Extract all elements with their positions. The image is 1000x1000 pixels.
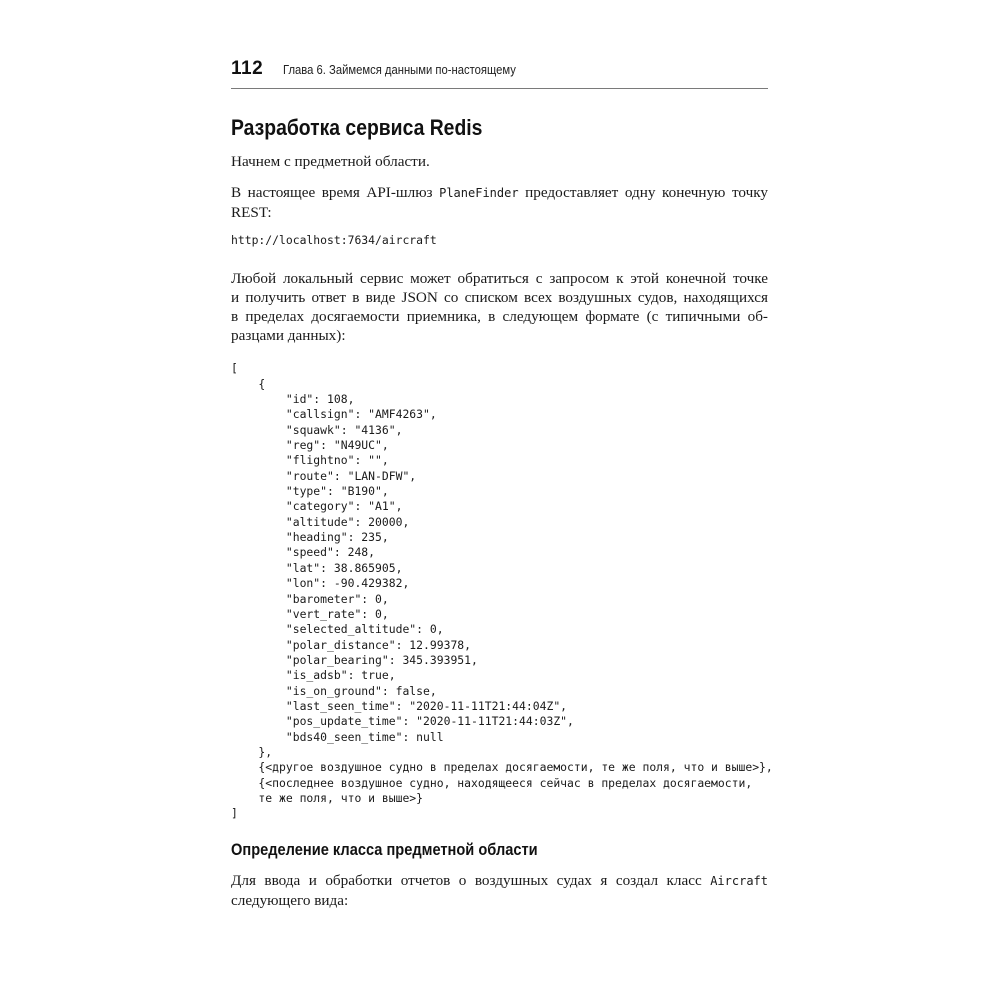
text-segment: предоставляет одну конечную точку xyxy=(518,184,768,201)
section-heading: Разработка сервиса Redis xyxy=(231,115,483,140)
paragraph-api-gateway xyxy=(231,183,768,222)
paragraph-aircraft-class-line1 xyxy=(231,871,768,891)
paragraph-aircraft-class xyxy=(231,871,768,910)
subsection-heading: Определение класса предметной области xyxy=(231,839,538,859)
paragraph-line: Любой локальный сервис может обратиться с запросом к этой конечной точке xyxy=(231,270,768,288)
json-code-block: [ { "id": 108, "callsign": "AMF4263", "squawk": "4136", "reg": "N49UC", "flightno": "", "route": "LAN-DFW", "type": "B190", "category": "A1", "altitude": 20000, "heading": 235, "speed": 248, "lat": 38.865905, "lon": -90.429382, "barometer": 0, "vert_rate": 0, "selected_altitude": 0, "polar_distance": 12.99378, "polar_bearing": 345.393951, "is_adsb": true, "is_on_ground": false, "last_seen_time": "2020-11-11T21:44:04Z", "pos_update_time": "2020-11-11T21:44:03Z", "bds40_seen_time": null }, {<другое воздушное судно в пределах досягаемости, те же поля, что и выше>}, {<последнее воздушное судно, находящееся сейчас в пределах досягаемости, те же поля, что и выше>} ] xyxy=(231,361,773,821)
text-segment: В настоящее время API-шлюз xyxy=(231,184,440,201)
book-page xyxy=(231,58,773,910)
paragraph-line: разцами данных): xyxy=(231,327,346,345)
paragraph-line: в пределах досягаемости приемника, в следующем формате (с типичными об- xyxy=(231,308,768,326)
inline-code-aircraft: Aircraft xyxy=(710,873,768,888)
inline-code-planefinder: PlaneFinder xyxy=(439,186,519,200)
paragraph-intro: Начнем с предметной области. xyxy=(231,153,430,170)
paragraph-api-gateway-line1 xyxy=(231,183,768,203)
endpoint-url-code: http://localhost:7634/aircraft xyxy=(231,233,437,247)
running-head xyxy=(231,58,768,89)
paragraph-json-description xyxy=(231,269,768,345)
paragraph-aircraft-class-line2: следующего вида: xyxy=(231,891,349,909)
page-number: 112 xyxy=(231,58,264,79)
text-segment: Для ввода и обработки отчетов о воздушных судах я создал класс xyxy=(231,871,711,889)
paragraph-api-gateway-line2: REST: xyxy=(231,204,272,221)
chapter-title: Глава 6. Займемся данными по-настоящему xyxy=(283,63,517,77)
paragraph-line: и получить ответ в виде JSON со списком всех воздушных судов, находящихся xyxy=(231,289,768,307)
